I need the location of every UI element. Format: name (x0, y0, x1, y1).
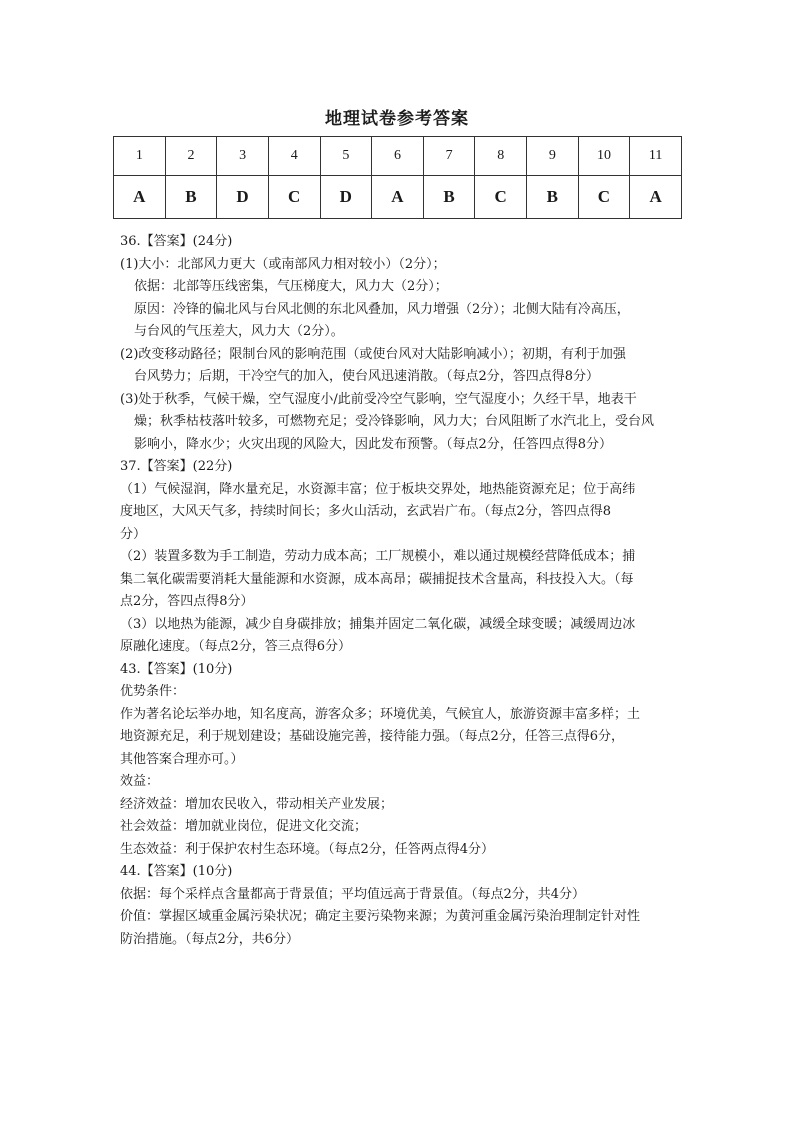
answer-letter-cell: C (475, 176, 527, 219)
question-number-cell: 5 (320, 137, 372, 176)
answer-body (120, 231, 685, 951)
question-number-cell: 2 (165, 137, 217, 176)
question-number-cell: 9 (527, 137, 579, 176)
section-heading-44: 44.【答案】(10分) (120, 864, 233, 879)
answer-letter-cell: C (578, 176, 630, 219)
answer-line: 台风势力；后期，干冷空气的加入，使台风迅速消散。（每点2分，答四点得8分） (134, 369, 600, 384)
answer-letter-cell: D (217, 176, 269, 219)
answer-line: (3)处于秋季，气候干燥，空气湿度小/此前受冷空气影响，空气湿度小；久经干旱，地表干 (120, 391, 637, 407)
answer-line: 度地区，大风天气多，持续时间长；多火山活动，玄武岩广布。（每点2分，答四点得8 (120, 504, 612, 519)
question-number-cell: 3 (217, 137, 269, 176)
answer-letter-cell: A (114, 176, 166, 219)
answer-line: 依据：每个采样点含量都高于背景值；平均值远高于背景值。（每点2分，共4分） (120, 886, 586, 902)
question-number-cell: 11 (630, 137, 682, 176)
answer-line: (1)大小：北部风力更大（或南部风力相对较小）（2分）； (120, 256, 446, 272)
answer-line: 原因：冷锋的偏北风与台风北侧的东北风叠加，风力增强（2分）；北侧大陆有冷高压， (134, 301, 630, 317)
answer-letter-cell: B (527, 176, 579, 219)
answer-line: 影响小，降水少；火灾出现的风险大，因此发布预警。（每点2分，任答四点得8分） (134, 436, 613, 452)
answer-line: 效益： (120, 774, 160, 789)
answer-letter-cell: C (268, 176, 320, 219)
answer-line: 燥；秋季枯枝落叶较多，可燃物充足；受冷锋影响，风力大；台风阻断了水汽北上，受台风 (134, 414, 655, 429)
answer-line: (2)改变移动路径；限制台风的影响范围（或使台风对大陆影响减小）；初期，有利于加强 (120, 346, 626, 362)
question-number-cell: 10 (578, 137, 630, 176)
answer-letter-cell: D (320, 176, 372, 219)
answer-line: 其他答案合理亦可。） (120, 751, 244, 767)
question-number-cell: 6 (372, 137, 424, 176)
answer-line: 地资源充足，利于规划建设；基础设施完善，接待能力强。（每点2分，任答三点得6分， (120, 729, 625, 744)
answer-line: 与台风的气压差大，风力大（2分）。 (134, 324, 344, 339)
answer-line: 生态效益：利于保护农村生态环境。（每点2分，任答两点得4分） (120, 841, 495, 857)
answer-table (113, 136, 682, 219)
question-number-row (114, 137, 682, 176)
page-title: 地理试卷参考答案 (325, 109, 469, 129)
answer-line: （2）装置多数为手工制造，劳动力成本高；工厂规模小，难以通过规模经营降低成本；捕 (120, 549, 636, 564)
question-number-cell: 8 (475, 137, 527, 176)
question-number-cell: 7 (423, 137, 475, 176)
answer-line: （1）气候湿润，降水量充足，水资源丰富；位于板块交界处，地热能资源充足；位于高纬 (120, 481, 636, 497)
answer-line: 价值：掌握区域重金属污染状况；确定主要污染物来源；为黄河重金属污染治理制定针对性 (120, 909, 641, 924)
answer-line: 集二氧化碳需要消耗大量能源和水资源，成本高昂；碳捕捉技术含量高，科技投入大。（每 (120, 571, 634, 587)
answer-line: 社会效益：增加就业岗位，促进文化交流； (120, 819, 368, 834)
section-heading-43: 43.【答案】(10分) (120, 661, 233, 677)
answer-letter-cell: B (165, 176, 217, 219)
answer-line: 原融化速度。（每点2分，答三点得6分） (120, 639, 352, 654)
answer-line: 点2分，答四点得8分） (120, 594, 254, 609)
answer-line: 经济效益：增加农民收入，带动相关产业发展； (120, 796, 394, 812)
answer-letter-cell: A (372, 176, 424, 219)
section-heading-37: 37.【答案】(22分) (120, 459, 233, 474)
answer-letter-row (114, 176, 682, 219)
answer-line: 防治措施。（每点2分，共6分） (120, 931, 300, 947)
answer-letter-cell: A (630, 176, 682, 219)
answer-line: 作为著名论坛举办地，知名度高，游客众多；环境优美，气候宜人，旅游资源丰富多样；土 (120, 706, 641, 722)
question-number-cell: 1 (114, 137, 166, 176)
answer-line: （3）以地热为能源，减少自身碳排放；捕集并固定二氧化碳，减缓全球变暖；减缓周边冰 (120, 616, 636, 632)
answer-line: 分） (120, 526, 147, 542)
answer-line: 优势条件： (120, 684, 186, 699)
question-number-cell: 4 (268, 137, 320, 176)
answer-letter-cell: B (423, 176, 475, 219)
section-heading-36: 36.【答案】(24分) (120, 234, 233, 249)
answer-line: 依据：北部等压线密集，气压梯度大，风力大（2分）； (134, 279, 448, 294)
